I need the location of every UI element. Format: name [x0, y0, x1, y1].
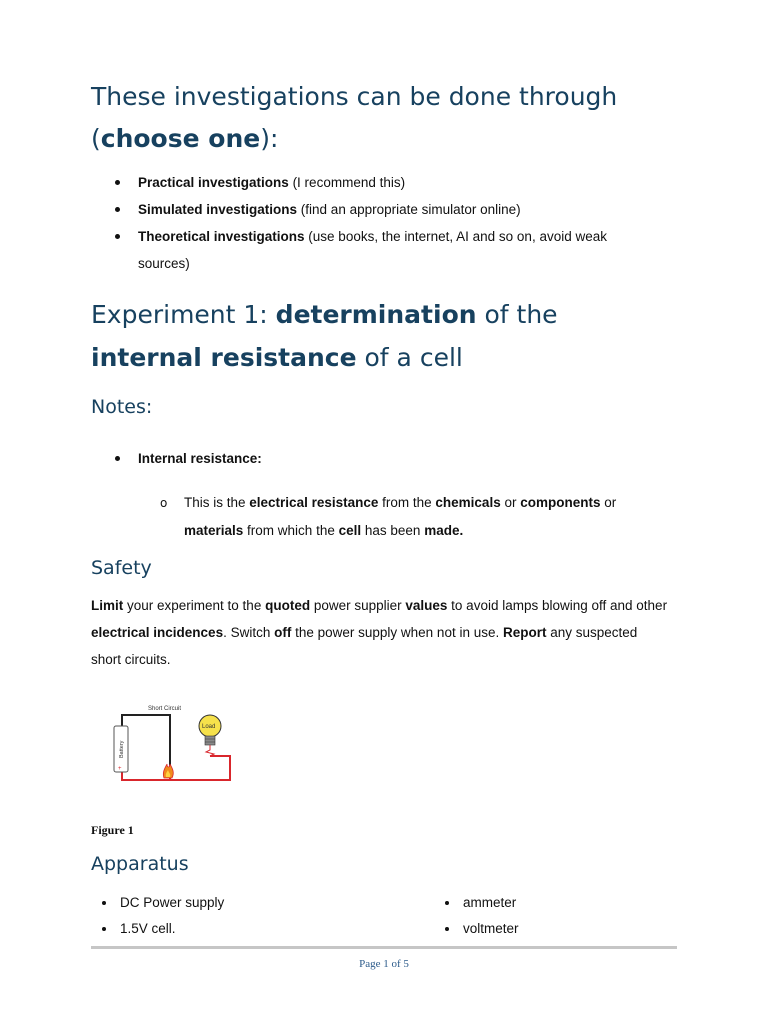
method-bold: Theoretical investigations: [138, 229, 305, 244]
short-circuit-figure: [92, 680, 240, 816]
method-item-simulated: [112, 196, 672, 223]
safety-heading: Safety: [91, 557, 152, 579]
short-circuit-diagram: [92, 680, 240, 816]
notes-list: [112, 445, 672, 472]
battery-plus: +: [118, 766, 122, 772]
sub-bullet-marker: o: [160, 496, 168, 510]
intro-heading-text: These investigations can be done through: [91, 82, 618, 111]
flame-icon: [163, 764, 173, 778]
apparatus-heading: Apparatus: [91, 853, 189, 875]
experiment-heading-bold: internal resistance: [91, 343, 357, 372]
paren-open: (: [91, 124, 101, 153]
methods-list: [112, 169, 672, 277]
red-wire: [122, 756, 230, 780]
page-number: Page 1 of 5: [359, 958, 409, 970]
black-wire: [122, 715, 170, 765]
light-bulb-icon: [199, 715, 221, 756]
battery-label: Battery: [119, 740, 125, 758]
experiment-heading-bold: determination: [275, 300, 477, 329]
experiment-heading-line-1: [91, 300, 558, 329]
method-item-practical: [112, 169, 672, 196]
intro-heading-line-2: [91, 124, 278, 153]
notes-heading: Notes:: [91, 396, 153, 418]
load-label: Load: [202, 724, 216, 730]
apparatus-item: DC Power supply: [96, 890, 224, 916]
experiment-heading-line-2: [91, 343, 463, 372]
apparatus-item: voltmeter: [439, 916, 519, 942]
experiment-heading-text: of the: [476, 300, 558, 329]
intro-heading-line-1: [91, 82, 617, 111]
paren-close: ):: [260, 124, 279, 153]
intro-heading-bold: choose one: [100, 124, 261, 153]
apparatus-list-right: [439, 890, 519, 942]
method-bold: Simulated investigations: [138, 202, 298, 217]
notes-sub-bullet: [160, 489, 630, 545]
figure-caption: Figure 1: [91, 823, 134, 837]
method-bold: Practical investigations: [138, 175, 289, 190]
method-note: (use books, the internet, AI and so on, avoid weak sources): [138, 229, 607, 271]
method-item-theoretical: [112, 223, 638, 277]
notes-item-label: Internal resistance:: [138, 451, 262, 466]
apparatus-item: ammeter: [439, 890, 519, 916]
method-note: (find an appropriate simulator online): [297, 202, 521, 217]
footer-rule: [91, 946, 677, 949]
notes-item: [112, 445, 672, 472]
notes-sub-text: This is the electrical resistance from the chemicals or components or materials from which the cell has been made.: [184, 495, 617, 538]
diagram-title: Short Circuit: [148, 706, 182, 712]
apparatus-list-left: [96, 890, 224, 942]
apparatus-item: 1.5V cell.: [96, 916, 224, 942]
experiment-heading-text: Experiment 1:: [91, 300, 276, 329]
safety-paragraph: Limit your experiment to the quoted power supplier values to avoid lamps blowing off and other electrical incidences. Switch off the power supply when not in use. Report any suspected short circuits.: [91, 598, 668, 667]
experiment-heading-text: of a cell: [356, 343, 463, 372]
method-note: (I recommend this): [288, 175, 406, 190]
